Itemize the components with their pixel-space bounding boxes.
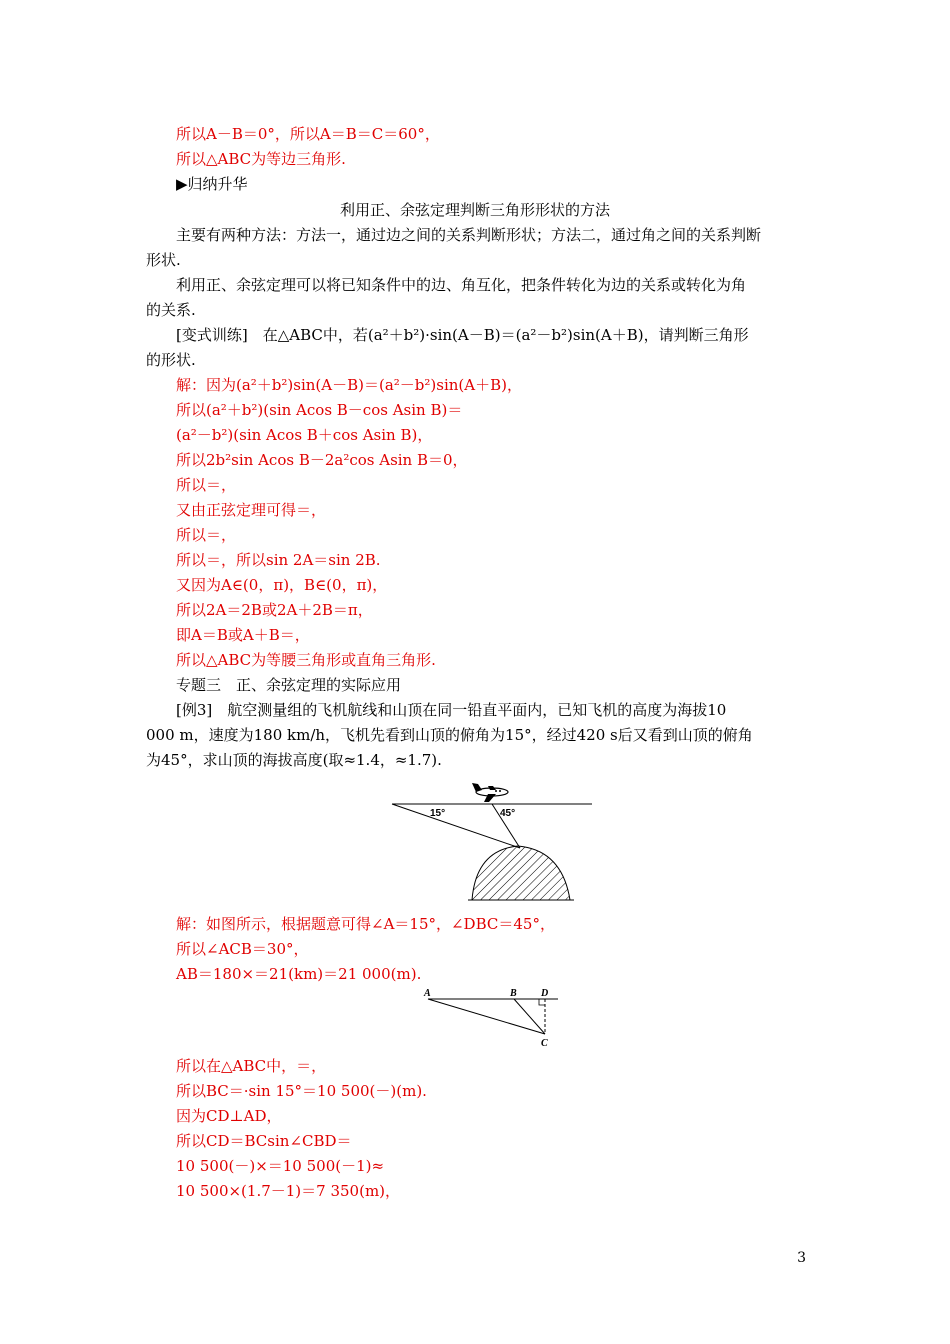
text-line: 形状.: [146, 251, 181, 269]
solution-line: 所以＝，: [176, 526, 237, 544]
solution-line: (a²－b²)(sin Acos B＋cos Asin B)，: [176, 426, 433, 444]
solution-line: 又由正弦定理可得＝，: [176, 501, 327, 519]
solution-line: 又因为A∈(0，π)，B∈(0，π)，: [176, 576, 388, 594]
text-line: 所以△ABC为等边三角形.: [176, 150, 346, 168]
solution-line: 即A＝B或A＋B＝，: [176, 626, 310, 644]
angle-15-label: 15°: [430, 808, 446, 819]
airplane-mountain-figure: [390, 778, 600, 903]
solution-line: 10 500×(1.7－1)＝7 350(m)，: [176, 1182, 401, 1200]
solution-line: 所以2A＝2B或2A＋2B＝π，: [176, 601, 373, 619]
solution-line: 解：如图所示，根据题意可得∠A＝15°，∠DBC＝45°，: [176, 915, 555, 933]
solution-line: 所以＝，所以sin 2A＝sin 2B.: [176, 551, 381, 569]
solution-line: 所以在△ABC中，＝，: [176, 1057, 327, 1075]
solution-line: 所以BC＝·sin 15°＝10 500(－)(m).: [176, 1082, 427, 1100]
text-line: 利用正、余弦定理可以将已知条件中的边、角互化，把条件转化为边的关系或转化为角: [176, 276, 747, 294]
method-title: 利用正、余弦定理判断三角形形状的方法: [339, 201, 610, 219]
text-line: 为45°，求山顶的海拔高度(取≈1.4，≈1.7).: [146, 751, 442, 769]
solution-line: 所以2b²sin Acos B－2a²cos Asin B＝0，: [176, 451, 468, 469]
solution-line: 因为CD⊥AD，: [176, 1107, 282, 1125]
text-line: 000 m，速度为180 km/h，飞机先看到山顶的俯角为15°，经过420 s后又看到山顶的俯角: [146, 726, 753, 744]
solution-line: 所以＝，: [176, 476, 237, 494]
section-heading: ▶归纳升华: [176, 175, 248, 193]
point-a-label: A: [424, 988, 431, 999]
airplane-icon: [472, 783, 508, 802]
exercise-prompt: [变式训练] 在△ABC中，若(a²＋b²)·sin(A－B)＝(a²－b²)sin(A＋B)，请判断三角形: [176, 326, 749, 344]
solution-line: 所以CD＝BCsin∠CBD＝: [176, 1132, 352, 1150]
solution-line: 所以△ABC为等腰三角形或直角三角形.: [176, 651, 436, 669]
solution-line: 解：因为(a²＋b²)sin(A－B)＝(a²－b²)sin(A＋B)，: [176, 376, 522, 394]
solution-line: 10 500(－)×＝10 500(－1)≈: [176, 1157, 385, 1175]
point-c-label: C: [541, 1038, 548, 1049]
example-prompt: [例3] 航空测量组的飞机航线和山顶在同一铅直平面内，已知飞机的高度为海拔10: [176, 701, 727, 719]
page-number: 3: [797, 1250, 806, 1266]
triangle-figure: [418, 984, 568, 1052]
text-line: 的形状.: [146, 351, 196, 369]
solution-line: 所以(a²＋b²)(sin Acos B－cos Asin B)＝: [176, 401, 463, 419]
topic-heading: 专题三 正、余弦定理的实际应用: [176, 676, 402, 694]
solution-line: 所以∠ACB＝30°，: [176, 940, 309, 958]
point-d-label: D: [541, 988, 549, 999]
text-line: 的关系.: [146, 301, 196, 319]
text-line: 所以A－B＝0°，所以A＝B＝C＝60°，: [176, 125, 440, 143]
angle-45-label: 45°: [500, 808, 516, 819]
point-b-label: B: [510, 988, 517, 999]
solution-line: AB＝180×＝21(km)＝21 000(m).: [176, 965, 422, 983]
text-line: 主要有两种方法：方法一，通过边之间的关系判断形状；方法二，通过角之间的关系判断: [176, 226, 762, 244]
